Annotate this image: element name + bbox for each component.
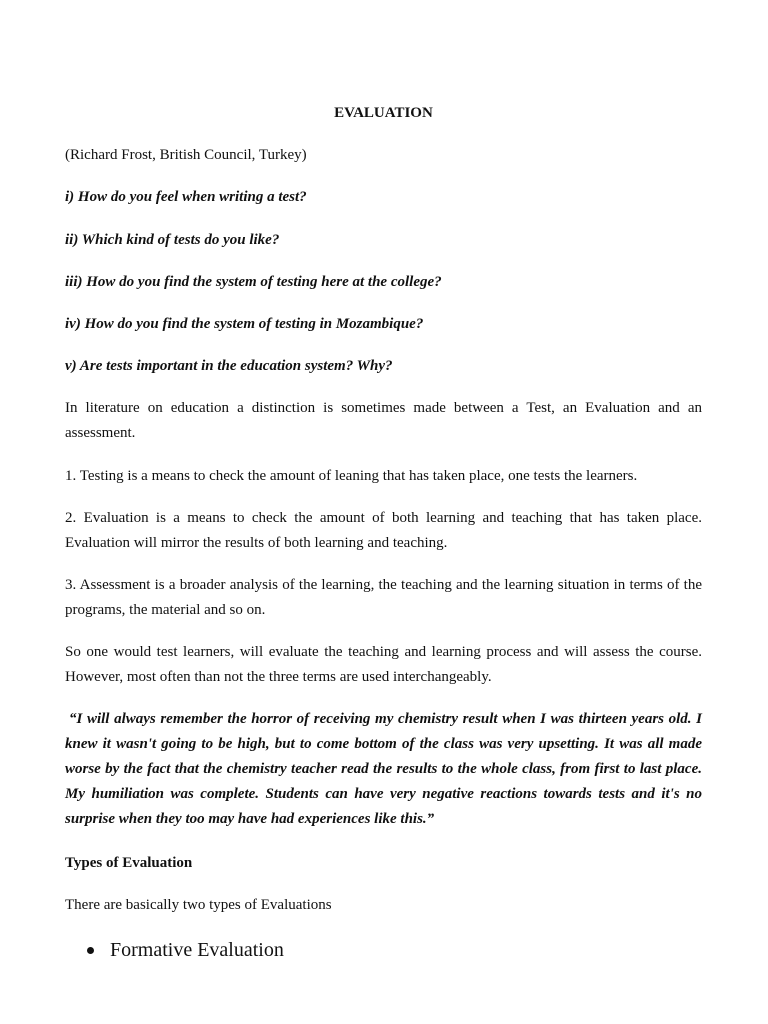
evaluation-types-list [87, 936, 284, 964]
point-2: 2. Evaluation is a means to check the amount of both learning and teaching that has taken place. Evaluation will mirror the results of both learning and teaching. [65, 510, 702, 551]
intro-paragraph: In literature on education a distinction is sometimes made between a Test, an Evaluation and an assessment. [65, 400, 702, 441]
bullet-icon [87, 947, 94, 954]
question-1: i) How do you feel when writing a test? [65, 189, 307, 205]
section-heading: Types of Evaluation [65, 855, 193, 871]
attribution: (Richard Frost, British Council, Turkey) [65, 147, 307, 163]
question-5: v) Are tests important in the education system? Why? [65, 358, 393, 374]
question-4: iv) How do you find the system of testing in Mozambique? [65, 316, 424, 332]
question-2: ii) Which kind of tests do you like? [65, 232, 280, 248]
point-1: 1. Testing is a means to check the amount of leaning that has taken place, one tests the learners. [65, 468, 638, 484]
section-intro: There are basically two types of Evaluations [65, 897, 332, 913]
point-3: 3. Assessment is a broader analysis of the learning, the teaching and the learning situation in terms of the programs, the material and so on. [65, 577, 702, 618]
page-title: EVALUATION [334, 105, 433, 121]
list-item [87, 936, 284, 964]
summary-paragraph: So one would test learners, will evaluate the teaching and learning process and will assess the course. However, most often than not the three terms are used interchangeably. [65, 644, 702, 685]
question-3: iii) How do you find the system of testing here at the college? [65, 274, 442, 290]
quote-paragraph: “I will always remember the horror of receiving my chemistry result when I was thirteen years old. I knew it wasn't going to be high, but to come bottom of the class was very upsetting. It was all made worse by the fact that the chemistry teacher read the results to the whole class, from first to last place. My humiliation was complete. Students can have very negative reactions towards tests and it's no surprise when they too may have had experiences like this.” [65, 711, 702, 827]
list-item-label: Formative Evaluation [110, 939, 284, 961]
